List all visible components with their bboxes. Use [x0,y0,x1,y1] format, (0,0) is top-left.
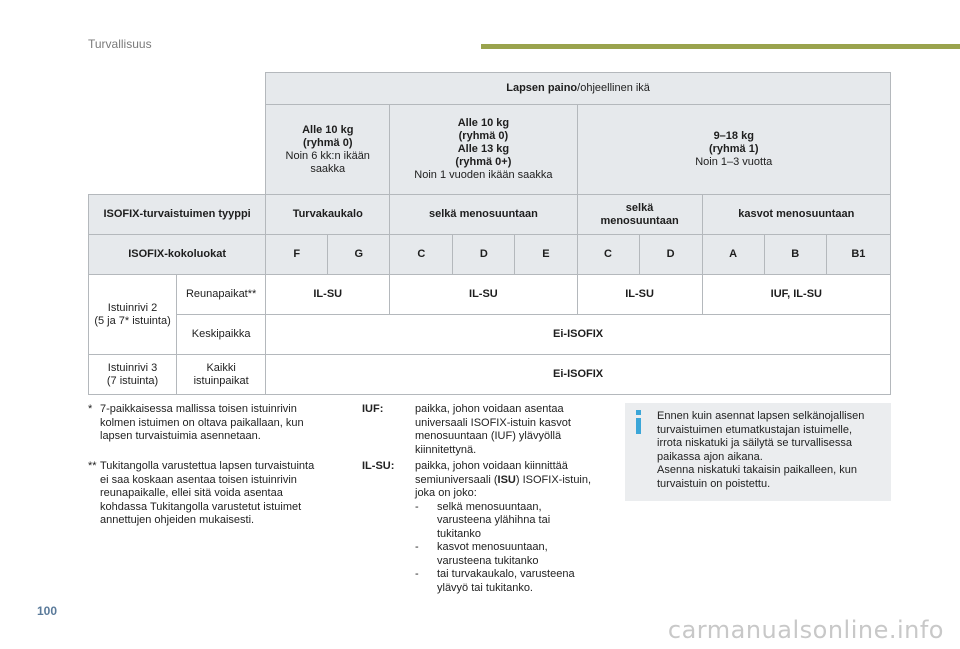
class-cell: D [453,235,515,275]
row3-sub-label: Kaikki istuinpaikat [177,355,266,395]
info-box: Ennen kuin asennat lapsen selkänojallisen turvaistuimen etumatkustajan istuimelle, irrota niskatuki ja säilytä se turvallisessa paikassa ajon aikana. Asenna niskatuki takaisin paikalleen, kun turvaistuin on poistettu. [625,403,891,501]
row2-outer-cell: IL-SU [390,275,577,315]
page-number: 100 [37,604,58,618]
row2-label: Istuinrivi 2 (5 ja 7* istuinta) [89,275,177,355]
class-cell: F [266,235,328,275]
type-cell: kasvot menosuuntaan [702,195,890,235]
section-title: Turvallisuus [88,37,152,51]
watermark: carmanualsonline.info [667,616,944,644]
isofix-class-label: ISOFIX-kokoluokat [89,235,266,275]
isofix-table [88,72,891,395]
row2-outer-cell: IL-SU [266,275,390,315]
class-cell: G [328,235,390,275]
weight-header: Lapsen paino/ohjeellinen ikä [266,73,891,105]
class-cell: C [577,235,639,275]
definition-iuf: IUF: paikka, johon voidaan asentaa universaali ISOFIX-istuin kasvot menosuuntaan (IUF) ylävyöllä kiinnitettynä. [362,403,571,456]
class-cell: A [702,235,764,275]
class-cell: B [764,235,826,275]
class-cell: B1 [826,235,890,275]
group-0-header: Alle 10 kg (ryhmä 0) Noin 6 kk:n ikään saakka [266,105,390,195]
group-0plus-header: Alle 10 kg (ryhmä 0) Alle 13 kg (ryhmä 0+) Noin 1 vuoden ikään saakka [390,105,577,195]
class-cell: E [515,235,577,275]
info-icon [631,409,647,435]
row2-middle-label: Keskipaikka [177,315,266,355]
type-cell: Turvakaukalo [266,195,390,235]
row2-outer-cell: IUF, IL-SU [702,275,890,315]
footnote-double-star: ** Tukitangolla varustettua lapsen turvaistuinta ei saa koskaan asentaa toisen istuinrivin reunapaikalle, ellei sitä voida asentaa kohdassa Tukitangolla varustetut istuimet annettujen ohjeiden mukaisesti. [88,460,315,526]
definition-il-su: IL-SU: paikka, johon voidaan kiinnittää semiuniversaali (ISU) ISOFIX-istuin, joka on joko: - selkä menosuuntaan, varusteena ylähihna tai tukitanko - kasvot menosuuntaan, varusteena tukitanko - tai turvakaukalo, varusteena ylävyö tai tukitanko. [362,460,622,610]
group-1-header: 9–18 kg (ryhmä 1) Noin 1–3 vuotta [577,105,891,195]
header-accent-bar [481,44,960,49]
list-item: - selkä menosuuntaan, varusteena ylähihna tai tukitanko [415,500,551,540]
list-item: - tai turvakaukalo, varusteena ylävyö tai tukitanko. [415,568,575,594]
class-cell: D [639,235,702,275]
row2-outer-cell: IL-SU [577,275,702,315]
row3-label: Istuinrivi 3 (7 istuinta) [89,355,177,395]
row2-outer-label: Reunapaikat** [177,275,266,315]
type-cell: selkä menosuuntaan [577,195,702,235]
class-cell: C [390,235,453,275]
isofix-type-label: ISOFIX-turvaistuimen tyyppi [89,195,266,235]
row2-middle-value: Ei-ISOFIX [266,315,891,355]
row3-value: Ei-ISOFIX [266,355,891,395]
list-item: - kasvot menosuuntaan, varusteena tukitanko [415,541,548,567]
type-cell: selkä menosuuntaan [390,195,577,235]
footnote-single-star: * 7-paikkaisessa mallissa toisen istuinrivin kolmen istuimen on oltava paikallaan, kun lapsen turvaistuimia asennetaan. [88,403,304,442]
